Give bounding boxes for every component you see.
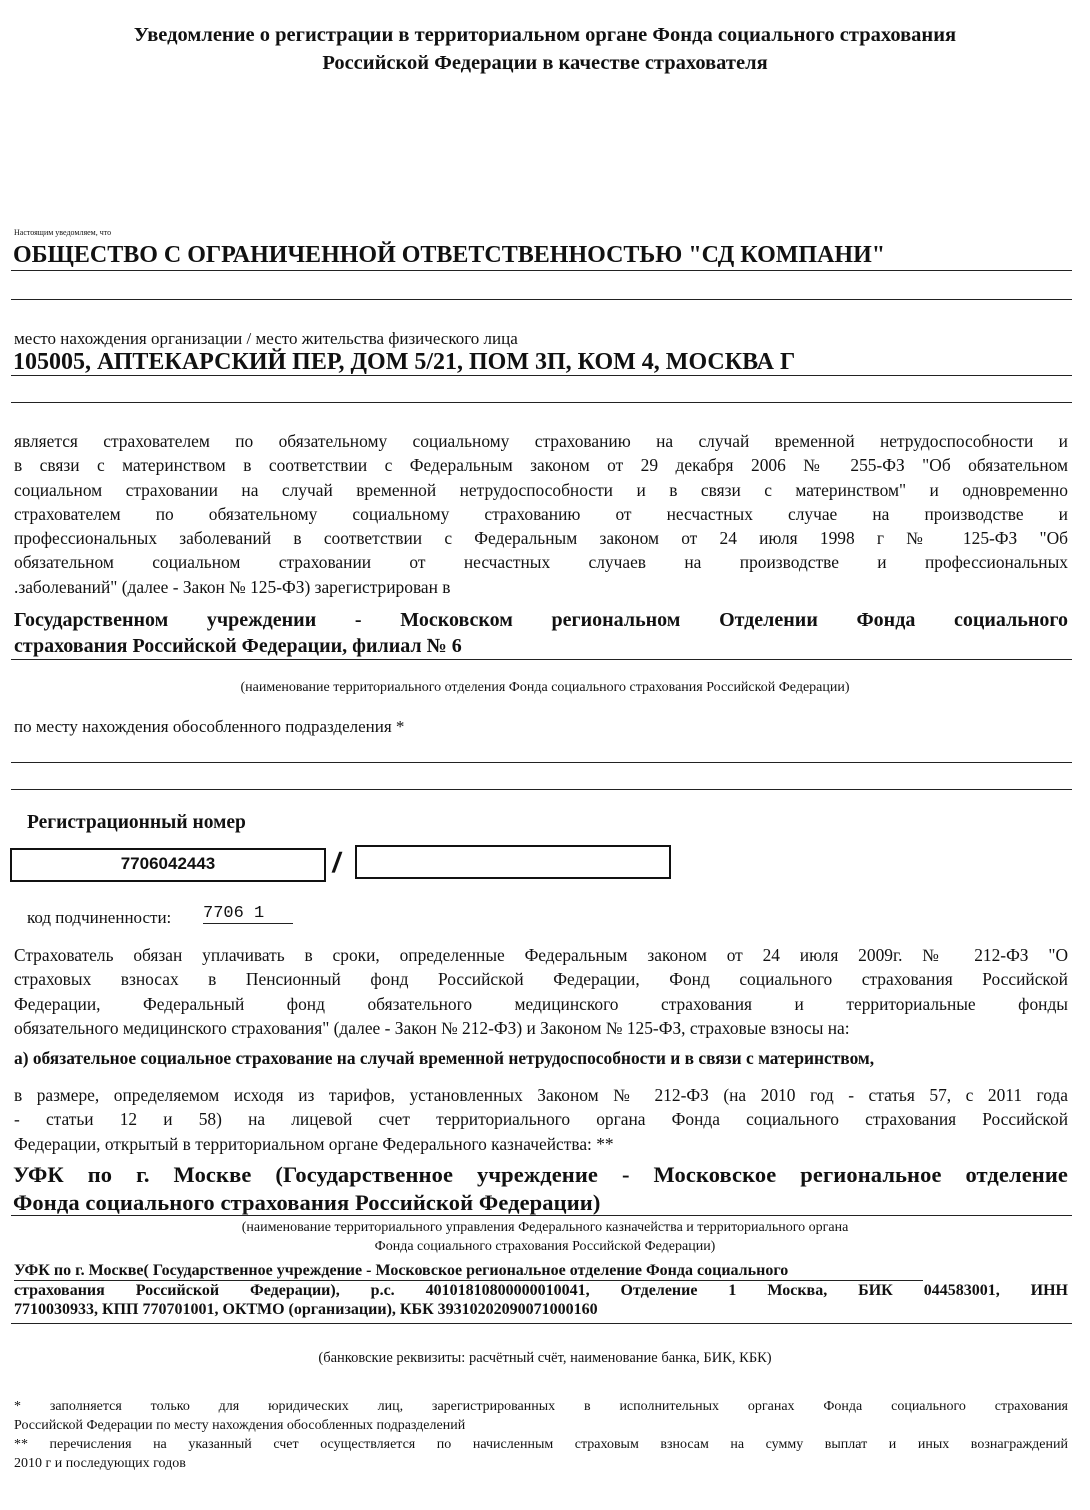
bank-line: УФК по г. Москве( Государственное учреждение - Московское региональное отделение Фонда социального	[14, 1261, 923, 1281]
registration-number-field	[10, 848, 326, 882]
document-title-line1: Уведомление о регистрации в территориальном органе Фонда социального страхования	[133, 24, 957, 46]
divider	[11, 1323, 1072, 1324]
footnote-2: ** перечисления на указанный счет осуществляется по начисленным страховым взносам на сумму выплат и иных вознаграждений	[14, 1437, 1068, 1452]
subdivision-label: по месту нахождения обособленного подразделения *	[14, 717, 405, 736]
footnote-1-cont: Российской Федерации по месту нахождения обособленных подразделений	[14, 1418, 466, 1433]
paragraph-line: страхователем по обязательному социальному страхованию от несчастных случае на производстве и	[14, 503, 1068, 524]
divider	[11, 762, 1072, 763]
paragraph-line: страховых взносах в Пенсионный фонд Российской Федерации, Фонд социального страхования Российской	[14, 969, 1068, 990]
paragraph-line: Федерации, открытый в территориальном органе Федерального казначейства: **	[14, 1133, 614, 1154]
branch-line: страхования Российской Федерации, филиал № 6	[14, 635, 462, 657]
paragraph-line: социальном страховании на случай временной нетрудоспособности и в связи с материнством" и одновременно	[14, 479, 1068, 500]
registration-number: 7706042443	[120, 854, 216, 873]
registration-second-field	[355, 845, 671, 879]
bank-line: 7710030933, КПП 770701001, ОКТМО (организации), КБК 39310202090071000160	[14, 1301, 598, 1318]
organization-address: 105005, АПТЕКАРСКИЙ ПЕР, ДОМ 5/21, ПОМ 3П, КОМ 4, МОСКВА Г	[13, 349, 796, 375]
footnote-2-cont: 2010 г и последующих годов	[14, 1456, 186, 1471]
paragraph-line: Федерации, Федеральный фонд обязательного медицинского страхования и территориальные фонды	[14, 993, 1068, 1014]
item-a: а) обязательное социальное страхование на случай временной нетрудоспособности и в связи с материнством,	[14, 1048, 875, 1068]
insurer-paragraph	[14, 429, 1068, 599]
divider	[11, 270, 1072, 271]
divider	[11, 1215, 1072, 1216]
obligation-paragraph	[14, 943, 1068, 1040]
divider	[11, 299, 1072, 300]
paragraph-line: в размере, определяемом исходя из тарифов, установленных Законом № 212-ФЗ (на 2010 год - статья 57, с 2011 года	[14, 1085, 1068, 1105]
bank-line: страхования Российской Федерации), р.с. 40101810800000010041, Отделение 1 Москва, БИК 044583001, ИНН	[14, 1282, 1068, 1299]
branch-line: Государственном учреждении - Московском региональном Отделении Фонда социального	[14, 609, 1068, 631]
bank-caption: (банковские реквизиты: расчётный счёт, наименование банка, БИК, КБК)	[318, 1350, 772, 1366]
rate-paragraph	[14, 1083, 1068, 1156]
registration-label: Регистрационный номер	[27, 812, 246, 833]
treasury-caption	[0, 1218, 1090, 1256]
divider	[11, 789, 1072, 790]
subordination-label: код подчиненности:	[27, 908, 172, 927]
footnote-1: * заполняется только для юридических лиц, зарегистрированных в исполнительных органах Фонда социального страхования	[14, 1399, 1068, 1414]
bank-details	[14, 1261, 1068, 1319]
paragraph-line: профессиональных заболеваний в соответствии с Федеральным законом от 24 июля 1998 г № 125-ФЗ "Об	[14, 528, 1068, 549]
paragraph-line: .заболеваний" (далее - Закон № 125-ФЗ) зарегистрирован в	[14, 576, 451, 597]
paragraph-line: в связи с материнством в соответствии с Федеральным законом от 29 декабря 2006 № 255-ФЗ "Об обязательном	[14, 455, 1068, 476]
location-label: место нахождения организации / место жительства физического лица	[14, 329, 518, 348]
subordination-code: 7706 1	[203, 904, 293, 924]
treasury-name	[13, 1161, 1068, 1217]
paragraph-line: обязательного медицинского страхования" (далее - Закон № 212-ФЗ) и Законом № 125-ФЗ, страховые взносы на:	[14, 1017, 850, 1038]
footnotes	[14, 1397, 1068, 1473]
paragraph-line: обязательном социальном страховании от несчастных случаев на производстве и профессиональных	[14, 552, 1068, 573]
caption-line: Фонда социального страхования Российской Федерации)	[374, 1239, 716, 1254]
treasury-line: УФК по г. Москве (Государственное учреждение - Московское региональное отделение	[13, 1162, 1068, 1187]
intro-text: Настоящим уведомляем, что	[14, 228, 112, 237]
branch-caption: (наименование территориального отделения Фонда социального страхования Российской Федерации)	[240, 680, 850, 695]
divider	[11, 375, 1072, 376]
divider	[11, 659, 1072, 660]
paragraph-line: является страхователем по обязательному социальному страхованию на случай временной нетрудоспособности и	[14, 431, 1068, 451]
caption-line: (наименование территориального управления Федерального казначейства и территориального органа	[241, 1220, 849, 1235]
document-title-line2: Российской Федерации в качестве страхователя	[322, 52, 768, 74]
paragraph-line: - статьи 12 и 58) на лицевой счет территориального органа Фонда социального страхования Российской	[14, 1109, 1068, 1130]
treasury-line: Фонда социального страхования Российской Федерации)	[13, 1190, 601, 1215]
registration-separator: /	[330, 847, 344, 878]
divider	[11, 402, 1072, 403]
fss-branch-name	[14, 607, 1068, 659]
organization-name: ОБЩЕСТВО С ОГРАНИЧЕННОЙ ОТВЕТСТВЕННОСТЬЮ "СД КОМПАНИ"	[13, 242, 886, 268]
paragraph-line: Страхователь обязан уплачивать в сроки, определенные Федеральным законом от 24 июля 2009г. № 212-ФЗ "О	[14, 945, 1068, 965]
